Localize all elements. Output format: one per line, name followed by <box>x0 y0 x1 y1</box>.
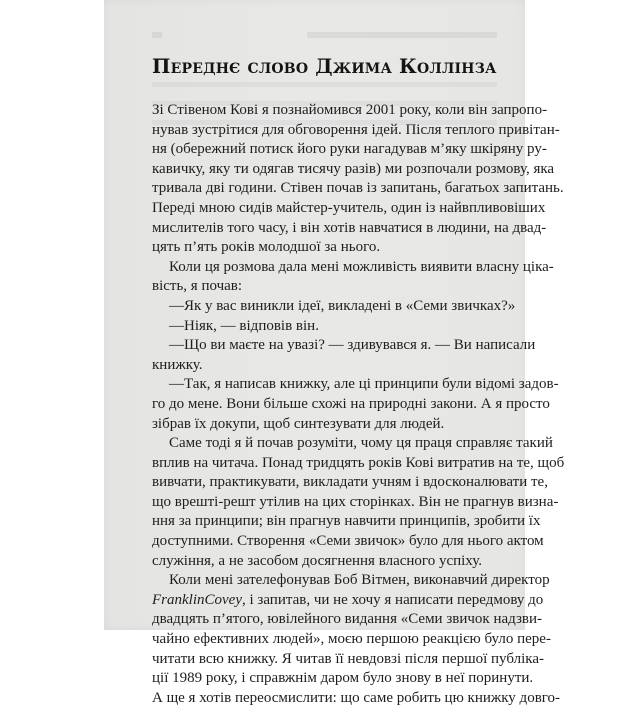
text-line: А ще я хотів переосмислити: що саме робить цю книжку довго- <box>152 689 561 706</box>
text-line: —Так, я написав книжку, але ці принципи були відомі задов- <box>169 376 559 393</box>
text-line: Зі Стівеном Кові я познайомився 2001 року, коли він запропо- <box>152 102 548 118</box>
company-name: FranklinCovey <box>152 591 242 608</box>
text-line: —Що ви маєте на увазі? — здивувався я. — Ви написали <box>169 337 536 354</box>
text-line: тривала дві години. Стівен почав із запитань, багатьох запитань. <box>152 180 564 197</box>
text-line: вивчати, практикувати, викладати учням і вдосконалювати те, <box>152 474 548 491</box>
body-text <box>152 101 565 708</box>
showthrough-page-number <box>152 32 162 38</box>
text-line: вплив на читача. Понад тридцять років Кові витратив на те, щоб <box>152 454 565 471</box>
text-line: служіння, а не засобом досягнення власного успіху. <box>152 552 482 569</box>
text-line: що врешті-решт утілив на цих сторінках. Він не прагнув визна- <box>152 493 559 510</box>
text-line: читати всю книжку. Я читав її невдовзі після першої публіка- <box>152 650 544 667</box>
text-line: двадцять п’ятого, ювілейного видання «Семи звичок надзви- <box>152 611 542 628</box>
text-line: кавичку, яку ти одягав тисячу разів) ми розпочали розмову, яка <box>152 160 555 177</box>
text-line: нував зустрітися для обговорення ідей. Після теплого привітан- <box>152 121 560 138</box>
text-line: Переді мною сидів майстер-учитель, один із найвпливовіших <box>152 199 546 216</box>
text-line: доступними. Створення «Семи звичок» було для нього актом <box>152 533 544 550</box>
text-line: книжку. <box>152 356 203 373</box>
text-line: го до мене. Вони більше схожі на природні закони. А я просто <box>152 395 550 412</box>
text-line: мислителів того часу, і він хотів навчатися в людини, на двад- <box>152 219 547 236</box>
text-line: ня (обережний потиск його руки нагадував м’яку шкіряну ру- <box>152 141 547 158</box>
text-line: ції 1989 року, і справжнім даром було знову в неї поринути. <box>152 670 534 687</box>
text-line: Коли мені зателефонував Боб Вітмен, виконавчий директор <box>169 572 550 589</box>
text-line: чайно ефективних людей», моєю першою реакцією було пере- <box>152 631 551 648</box>
reverse-page-showthrough <box>152 30 497 40</box>
text-line: —Ніяк, — відповів він. <box>169 317 319 334</box>
text-line: Саме тоді я й почав розуміти, чому ця праця справляє такий <box>169 435 553 452</box>
chapter-heading: Переднє слово Джима Коллінза <box>152 55 497 78</box>
text-line: —Як у вас виникли ідеї, викладені в «Семи звичках?» <box>169 297 516 314</box>
text-line: FranklinCovey, і запитав, чи не хочу я написати передмову до <box>152 591 544 608</box>
book-page <box>104 0 565 706</box>
text-line: цять п’ять років молодшої за нього. <box>152 239 381 256</box>
showthrough-running-header <box>307 32 497 38</box>
text-line: зібрав їх докупи, щоб синтезувати для людей. <box>152 415 445 432</box>
text-line: Коли ця розмова дала мені можливість виявити власну ціка- <box>169 258 554 275</box>
text-line: ння за принципи; він прагнув навчити принципів, зробити їх <box>152 513 541 530</box>
text-line: вість, я почав: <box>152 278 243 295</box>
